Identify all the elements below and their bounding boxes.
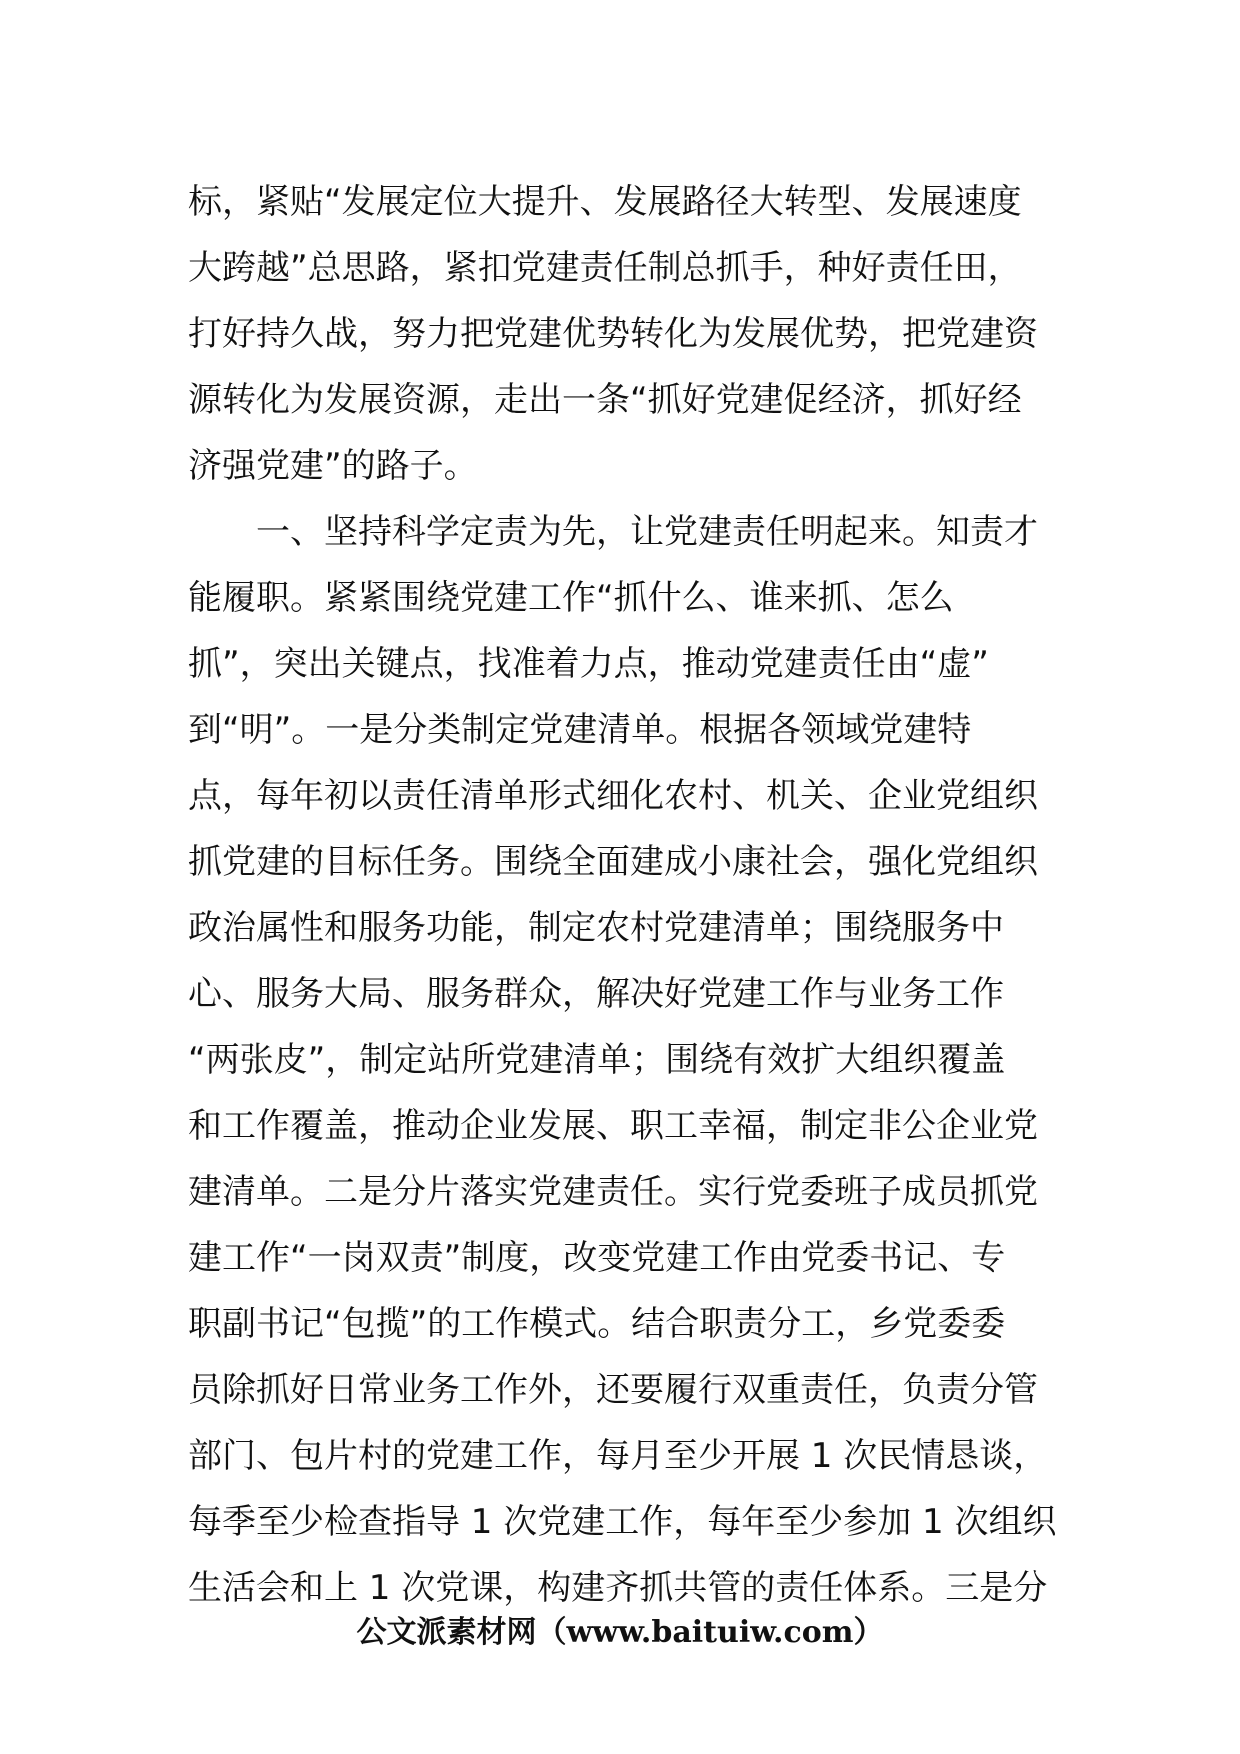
text-line: “两张皮”，制定站所党建清单；围绕有效扩大组织覆盖 xyxy=(188,1040,1006,1080)
text-line: 和工作覆盖，推动企业发展、职工幸福，制定非公企业党 xyxy=(188,1106,1038,1146)
text-line: 员除抓好日常业务工作外，还要履行双重责任，负责分管 xyxy=(188,1370,1038,1410)
text-line: 职副书记“包揽”的工作模式。结合职责分工，乡党委委 xyxy=(188,1304,1006,1344)
text-line: 心、服务大局、服务群众，解决好党建工作与业务工作 xyxy=(188,974,1004,1014)
text-line: 政治属性和服务功能，制定农村党建清单；围绕服务中 xyxy=(188,908,1004,948)
text-line: 抓党建的目标任务。围绕全面建成小康社会，强化党组织 xyxy=(188,842,1038,882)
text-line: 打好持久战，努力把党建优势转化为发展优势，把党建资 xyxy=(188,314,1038,354)
text-line: 建清单。二是分片落实党建责任。实行党委班子成员抓党 xyxy=(188,1172,1038,1212)
text-line: 济强党建”的路子。 xyxy=(188,446,478,486)
text-line: 生活会和上 1 次党课，构建齐抓共管的责任体系。三是分 xyxy=(188,1568,1048,1608)
text-line: 大跨越”总思路，紧扣党建责任制总抓手，种好责任田， xyxy=(188,248,1022,288)
text-line: 能履职。紧紧围绕党建工作“抓什么、谁来抓、怎么 xyxy=(188,578,954,618)
body-text xyxy=(188,169,1056,1621)
text-line: 每季至少检查指导 1 次党建工作，每年至少参加 1 次组织 xyxy=(188,1502,1057,1542)
text-line: 抓”，突出关键点，找准着力点，推动党建责任由“虚” xyxy=(188,644,989,684)
section-heading-line: 一、坚持科学定责为先，让党建责任明起来。知责才 xyxy=(256,512,1038,552)
text-line: 源转化为发展资源，走出一条“抓好党建促经济，抓好经 xyxy=(188,380,1022,420)
text-line: 标，紧贴“发展定位大提升、发展路径大转型、发展速度 xyxy=(188,182,1022,222)
text-line: 到“明”。一是分类制定党建清单。根据各领域党建特 xyxy=(188,710,972,750)
text-line: 建工作“一岗双责”制度，改变党建工作由党委书记、专 xyxy=(188,1238,1006,1278)
text-line: 部门、包片村的党建工作，每月至少开展 1 次民情恳谈， xyxy=(188,1436,1048,1476)
text-line: 点，每年初以责任清单形式细化农村、机关、企业党组织 xyxy=(188,776,1038,816)
footer-watermark: 公文派素材网（www.baituiw.com） xyxy=(356,1615,884,1650)
